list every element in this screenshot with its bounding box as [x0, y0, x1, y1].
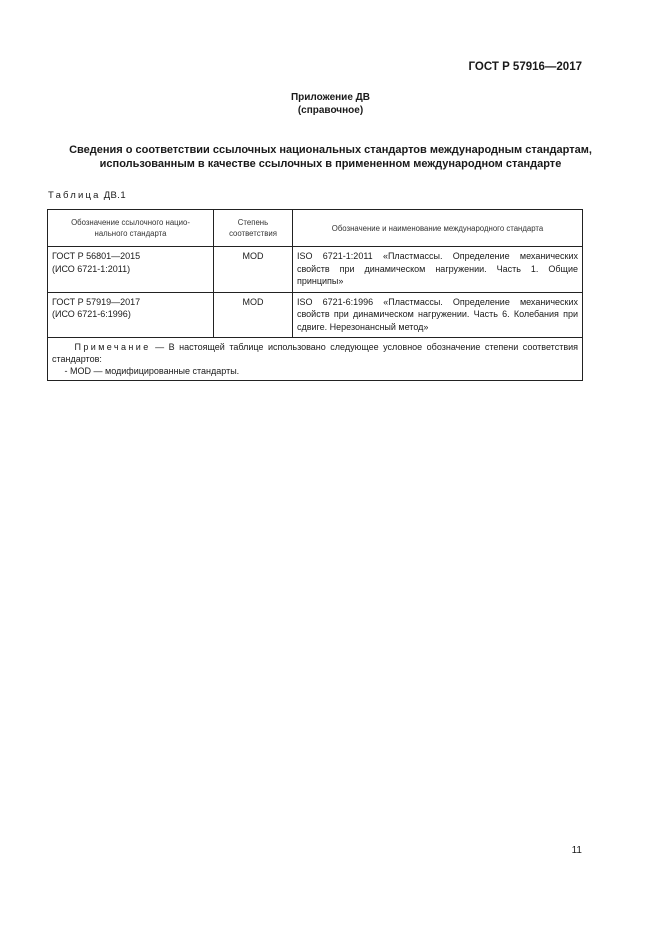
header-degree-line2: соответствия	[229, 229, 277, 238]
degree-value: MOD	[242, 251, 264, 261]
table-caption-label: Таблица	[48, 190, 101, 201]
national-standard-iso: (ИСО 6721-6:1996)	[52, 309, 131, 319]
correspondence-table	[47, 209, 583, 381]
table-caption-number: ДВ.1	[103, 190, 126, 201]
section-title-line2: использованным в качестве ссылочных в примененном международном стандарте	[99, 158, 562, 170]
header-international-standard	[293, 210, 583, 247]
section-title	[40, 143, 621, 171]
degree-cell	[214, 292, 293, 338]
appendix-title: Приложение ДВ	[290, 92, 371, 103]
header-national-line2: нального стандарта	[94, 229, 167, 238]
degree-value: MOD	[242, 296, 264, 307]
page-number: 11	[571, 845, 582, 856]
note-label: Примечание	[74, 342, 151, 352]
table-note-row	[48, 338, 583, 381]
international-standard-cell	[293, 292, 583, 338]
table-row	[48, 247, 583, 293]
national-standard-cell	[48, 292, 214, 338]
appendix-subtitle: (справочное)	[297, 105, 364, 116]
table-note	[48, 338, 583, 381]
note-item	[52, 365, 578, 377]
section-title-line1: Сведения о соответствии ссылочных национальных стандартов международным стандартам,	[69, 144, 592, 156]
degree-cell	[214, 247, 293, 293]
international-standard: ISO 6721-6:1996 «Пластмассы. Определение механических свойств при динамическом нагружении. Часть 6. Колебания при сдвиге. Нерезонансный метод»	[297, 296, 578, 332]
standard-designation: ГОСТ Р 57916—2017	[468, 61, 582, 73]
national-standard: ГОСТ Р 57919—2017	[52, 296, 141, 307]
header-national-line1: Обозначение ссылочного нацио-	[71, 218, 190, 227]
note-body: — В настоящей таблице использовано следующее условное обозначение степени соответствия стандартов:	[52, 342, 578, 364]
table-caption	[48, 190, 126, 201]
header-international-text: Обозначение и наименование международного стандарта	[331, 223, 544, 233]
note-text	[52, 341, 578, 365]
header-degree	[214, 210, 293, 247]
international-standard: ISO 6721-1:2011 «Пластмассы. Определение механических свойств при динамическом нагружении. Часть 1. Общие принципы»	[297, 251, 578, 286]
note-item-text: - MOD — модифицированные стандарты.	[64, 366, 240, 376]
header-degree-line1: Степень	[237, 218, 269, 227]
national-standard-iso: (ИСО 6721-1:2011)	[52, 263, 131, 274]
national-standard-cell	[48, 247, 214, 293]
national-standard: ГОСТ Р 56801—2015	[52, 251, 141, 261]
table-header-row	[48, 210, 583, 247]
international-standard-cell	[293, 247, 583, 293]
header-national-standard	[48, 210, 214, 247]
table-row	[48, 292, 583, 338]
